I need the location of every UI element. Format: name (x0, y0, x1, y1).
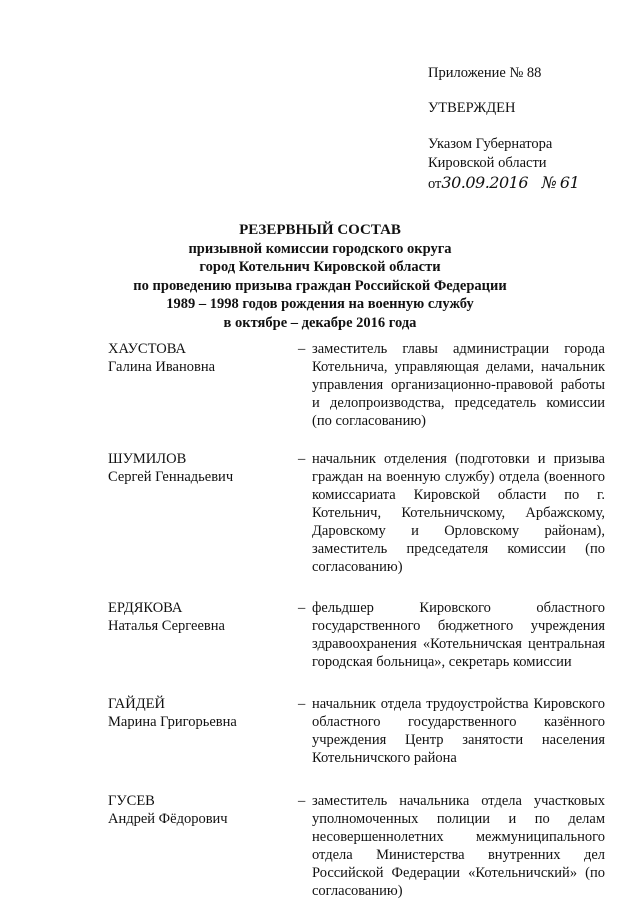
handwritten-number: 61 (559, 173, 580, 192)
member-entry (108, 695, 608, 767)
member-given-names: Наталья Сергеевна (108, 618, 225, 634)
member-surname: ЕРДЯКОВА (108, 600, 183, 616)
member-name (108, 599, 288, 635)
member-surname: ГУСЕВ (108, 793, 155, 809)
member-surname: ХАУСТОВА (108, 341, 186, 357)
member-name (108, 450, 288, 486)
title-line-3: город Котельнич Кировской области (199, 259, 441, 276)
title-line-1: РЕЗЕРВНЫЙ СОСТАВ (239, 222, 401, 238)
member-entry (108, 450, 608, 576)
title-line-2: призывной комиссии городского округа (188, 240, 452, 257)
member-role: фельдшер Кировского областного государственного бюджетного учреждения здравоохранения «Котельничская центральная городская больница», секретарь комиссии (312, 600, 605, 670)
title-line-6: в октябре – декабре 2016 года (223, 314, 417, 331)
appendix-block (428, 64, 579, 194)
decree-line-1: Указом Губернатора (428, 136, 553, 152)
date-prefix: от (428, 176, 442, 192)
member-role: начальник отдела трудоустройства Кировского областного государственного казённого учреждения Центр занятости населения Котельничского района (312, 696, 605, 766)
member-name (108, 792, 288, 828)
member-given-names: Галина Ивановна (108, 359, 216, 375)
dash-separator: – (298, 793, 306, 809)
dash-separator: – (298, 696, 306, 712)
member-role: заместитель начальника отдела участковых уполномоченных полиции и по делам несовершеннолетних межмуниципального отдела Министерства внутренних дел Российской Федерации «Котельничский» (по согласованию) (312, 793, 605, 899)
member-surname: ШУМИЛОВ (108, 451, 187, 467)
member-entry (108, 340, 608, 430)
member-given-names: Марина Григорьевна (108, 714, 237, 730)
decree-line-2: Кировской области (428, 155, 547, 171)
title-line-4: по проведению призыва граждан Российской Федерации (133, 277, 507, 294)
member-given-names: Сергей Геннадьевич (108, 469, 234, 485)
member-list (108, 340, 608, 900)
number-prefix: № (541, 173, 557, 192)
dash-separator: – (298, 341, 306, 357)
member-role: заместитель главы администрации города Котельнича, управляющая делами, начальник управления организационно-правовой работы и делопроизводства, председатель комиссии (по согласованию) (312, 341, 605, 429)
member-name (108, 340, 288, 376)
handwritten-date: 30.09.2016 (441, 173, 529, 192)
dash-separator: – (298, 600, 306, 616)
member-given-names: Андрей Фёдорович (108, 811, 228, 827)
member-surname: ГАЙДЕЙ (108, 696, 165, 712)
appendix-number: Приложение № 88 (428, 65, 542, 81)
member-role: начальник отделения (подготовки и призыва граждан на военную службу) отдела (военного комиссариата Кировской области по г. Котельнич, Котельничскому, Арбажскому, Даровскому и Орловскому районам), заместитель председателя комиссии (по согласованию) (312, 451, 605, 575)
member-entry (108, 599, 608, 671)
member-name (108, 695, 288, 731)
dash-separator: – (298, 451, 306, 467)
title-line-5: 1989 – 1998 годов рождения на военную службу (166, 296, 474, 313)
approved-label: УТВЕРЖДЕН (428, 100, 516, 116)
decree-date-line (428, 173, 579, 194)
document-title (0, 221, 640, 333)
member-entry (108, 792, 608, 900)
